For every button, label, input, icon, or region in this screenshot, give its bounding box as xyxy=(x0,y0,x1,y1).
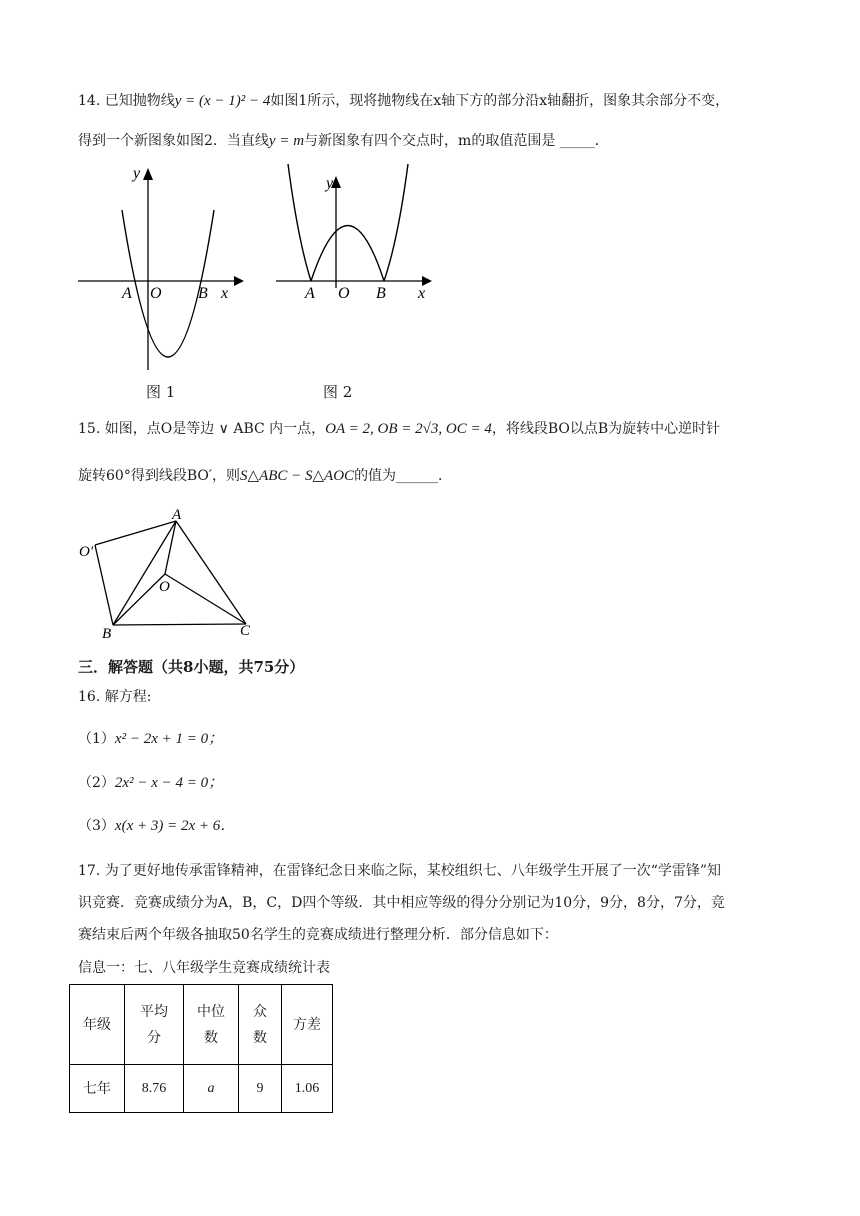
figure-1-parabola xyxy=(76,160,246,375)
q16-item-3-number: （3） xyxy=(78,818,115,834)
q16-item-3 xyxy=(78,816,235,836)
figure-2-caption: 图 2 xyxy=(323,383,353,401)
fig15-point-b-label: B xyxy=(102,626,112,642)
q17-line-3: 赛结束后两个年级各抽取50名学生的竞赛成绩进行整理分析．部分信息如下： xyxy=(78,927,558,943)
fig1-point-b-label: B xyxy=(198,285,208,302)
table-header-mode: 众 数 xyxy=(239,985,282,1065)
fig15-point-o-prime-label: O′ xyxy=(79,544,94,560)
q16-item-1-number: （1） xyxy=(78,731,115,747)
table-cell-mode: 9 xyxy=(239,1065,282,1113)
fig2-point-a-label: A xyxy=(305,285,315,302)
q16-item-2 xyxy=(78,773,223,793)
q15-text-a: 15. 如图，点O是等边 ∨ ABC 内一点， xyxy=(78,421,326,437)
table-header-variance: 方差 xyxy=(282,985,333,1065)
folded-arch-curve xyxy=(311,226,384,282)
fig1-x-label: x xyxy=(221,285,229,302)
fig2-point-b-label: B xyxy=(376,285,386,302)
fig1-y-label: y xyxy=(133,165,141,182)
table-header-mean: 平均 分 xyxy=(125,985,184,1065)
fig1-point-a-label: A xyxy=(122,285,132,302)
table-cell-grade: 七年 xyxy=(70,1065,125,1113)
fig15-point-a-label: A xyxy=(172,507,182,523)
parabola-curve xyxy=(122,210,214,357)
q16-item-1-equation: x² − 2x + 1 = 0； xyxy=(114,731,224,747)
fig2-origin-label: O xyxy=(338,285,350,302)
q14-line-1 xyxy=(78,91,729,111)
table-cell-median: a xyxy=(184,1065,239,1113)
q16-item-2-number: （2） xyxy=(78,775,115,791)
q17-line-1: 17. 为了更好地传承雷锋精神，在雷锋纪念日来临之际，某校组织七、八年级学生开展了一次“学雷锋”知 xyxy=(78,863,722,879)
q15-line-2 xyxy=(78,466,452,486)
q15-given-lengths: OA = 2, OB = 2√3, OC = 4 xyxy=(325,421,492,437)
q14-formula: y = (x − 1)² − 4 xyxy=(174,93,271,109)
q14-text-d: 与新图象有四个交点时，m的取值范围是 _____． xyxy=(304,133,609,149)
q14-text-a: 14. 已知抛物线 xyxy=(78,93,175,109)
fig2-y-label: y xyxy=(326,175,334,192)
section-3-title: 三．解答题（共8小题，共75分） xyxy=(78,658,305,676)
table-row xyxy=(70,1065,333,1113)
q17-line-2: 识竞赛．竞赛成绩分为A，B，C，D四个等级．其中相应等级的得分分别记为10分，9分，8分，7分，竞 xyxy=(78,895,725,911)
q14-text-b: 如图1所示，现将抛物线在x轴下方的部分沿x轴翻折，图象其余部分不变， xyxy=(270,93,730,109)
q16-item-2-equation: 2x² − x − 4 = 0； xyxy=(114,775,224,791)
q17-info-title: 信息一：七、八年级学生竞赛成绩统计表 xyxy=(78,960,330,976)
figure-1-caption: 图 1 xyxy=(146,383,176,401)
q15-text-b: ，将线段BO以点B为旋转中心逆时针 xyxy=(491,421,721,437)
q14-text-c: 得到一个新图象如图2．当直线 xyxy=(78,133,269,149)
q15-text-d: 的值为______． xyxy=(354,468,453,484)
q17-stats-table xyxy=(69,984,333,1113)
q15-line-1 xyxy=(78,419,720,439)
figure-2-folded-parabola xyxy=(272,160,442,375)
q15-text-c: 旋转60°得到线段BO′，则 xyxy=(78,468,241,484)
left-branch-curve xyxy=(288,164,311,281)
fig2-x-label: x xyxy=(418,285,426,302)
q16-title: 16. 解方程: xyxy=(78,689,152,705)
q14-line-equation: y = m xyxy=(268,133,305,149)
q15-area-expression: S△ABC − S△AOC xyxy=(240,468,355,484)
table-header-grade: 年级 xyxy=(70,985,125,1065)
figure-15-triangle xyxy=(76,502,266,642)
q14-line-2 xyxy=(78,131,609,151)
fig1-origin-label: O xyxy=(150,285,162,302)
table-header-median: 中位 数 xyxy=(184,985,239,1065)
q16-item-1 xyxy=(78,729,223,749)
table-cell-mean: 8.76 xyxy=(125,1065,184,1113)
right-branch-curve xyxy=(384,164,408,281)
table-cell-variance: 1.06 xyxy=(282,1065,333,1113)
table-header-row xyxy=(70,985,333,1065)
fig15-point-c-label: C xyxy=(240,623,251,639)
fig15-point-o-label: O xyxy=(159,579,170,595)
q16-item-3-equation: x(x + 3) = 2x + 6． xyxy=(114,818,236,834)
